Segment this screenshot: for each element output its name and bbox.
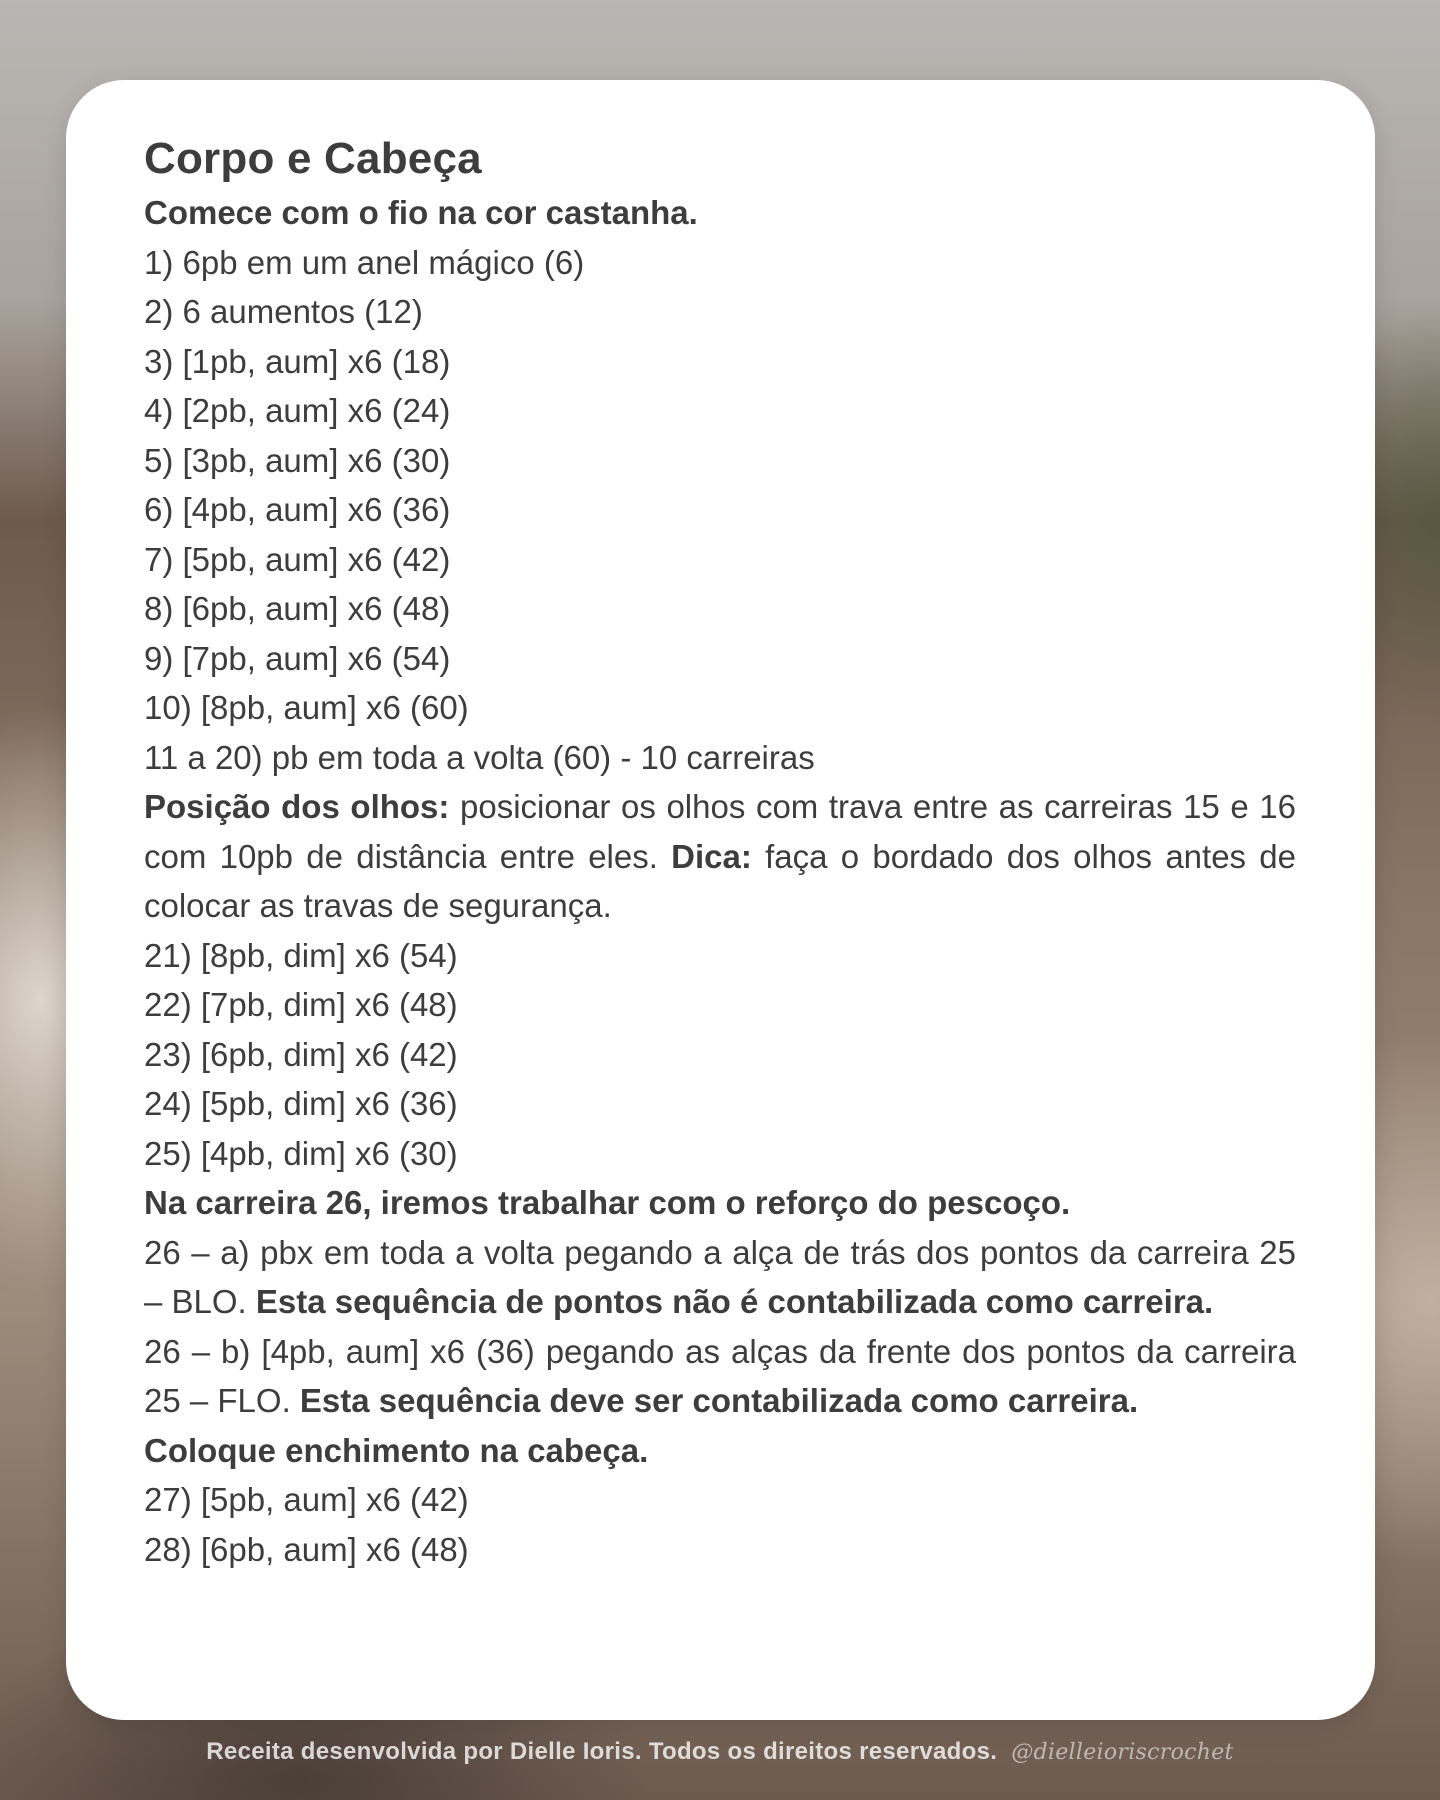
tip-text: faça o bordado dos olhos antes de colocar as travas de segurança. bbox=[144, 837, 1297, 924]
round-line: 11 a 20) pb em toda a volta (60) - 10 carreiras bbox=[144, 738, 815, 776]
round-26b-paragraph bbox=[144, 1327, 1296, 1426]
stuffing-note: Coloque enchimento na cabeça. bbox=[144, 1431, 649, 1469]
copyright-footer bbox=[0, 1738, 1440, 1766]
author-handle: @dielleioriscrochet bbox=[1011, 1740, 1234, 1765]
round-line: 9) [7pb, aum] x6 (54) bbox=[144, 639, 451, 677]
eye-position-paragraph bbox=[144, 782, 1296, 931]
tip-label: Dica: bbox=[671, 837, 752, 875]
round-line: 27) [5pb, aum] x6 (42) bbox=[144, 1481, 469, 1518]
round-line: 23) [6pb, dim] x6 (42) bbox=[144, 1035, 458, 1073]
round-26a-paragraph bbox=[144, 1228, 1296, 1327]
round-line: 1) 6pb em um anel mágico (6) bbox=[144, 243, 585, 281]
round-line: 5) [3pb, aum] x6 (30) bbox=[144, 441, 451, 479]
round-26b-note: Esta sequência deve ser contabilizada como carreira. bbox=[299, 1382, 1139, 1419]
round-26b-text: 26 – b) [4pb, aum] x6 (36) pegando as alças da frente dos pontos da carreira 25 – FLO. bbox=[144, 1332, 1296, 1419]
round-line: 6) [4pb, aum] x6 (36) bbox=[144, 491, 451, 528]
round-line: 3) [1pb, aum] x6 (18) bbox=[144, 342, 451, 380]
round-line: 24) [5pb, dim] x6 (36) bbox=[144, 1085, 458, 1122]
intro-line: Comece com o fio na cor castanha. bbox=[144, 194, 698, 231]
round-line: 28) [6pb, aum] x6 (48) bbox=[144, 1530, 469, 1568]
eye-position-label: Posição dos olhos: bbox=[144, 788, 450, 825]
round-line: 22) [7pb, dim] x6 (48) bbox=[144, 986, 458, 1023]
neck-note: Na carreira 26, iremos trabalhar com o reforço do pescoço. bbox=[144, 1184, 1071, 1221]
round-line: 4) [2pb, aum] x6 (24) bbox=[144, 392, 451, 429]
round-line: 7) [5pb, aum] x6 (42) bbox=[144, 540, 451, 578]
recipe-content bbox=[144, 128, 1296, 1574]
round-26a-note: Esta sequência de pontos não é contabilizada como carreira. bbox=[255, 1283, 1214, 1320]
eye-position-text: posicionar os olhos com trava entre as carreiras 15 e 16 com 10pb de distância entre eles. bbox=[144, 788, 1297, 875]
copyright-text: Receita desenvolvida por Dielle Ioris. Todos os direitos reservados. bbox=[206, 1738, 998, 1765]
page-title: Corpo e Cabeça bbox=[144, 134, 482, 183]
round-line: 21) [8pb, dim] x6 (54) bbox=[144, 936, 458, 974]
round-line: 25) [4pb, dim] x6 (30) bbox=[144, 1134, 458, 1172]
round-line: 8) [6pb, aum] x6 (48) bbox=[144, 590, 451, 627]
round-line: 10) [8pb, aum] x6 (60) bbox=[144, 689, 469, 726]
round-line: 2) 6 aumentos (12) bbox=[144, 293, 423, 330]
round-26a-text: 26 – a) pbx em toda a volta pegando a alça de trás dos pontos da carreira 25 – BLO. bbox=[144, 1233, 1296, 1320]
